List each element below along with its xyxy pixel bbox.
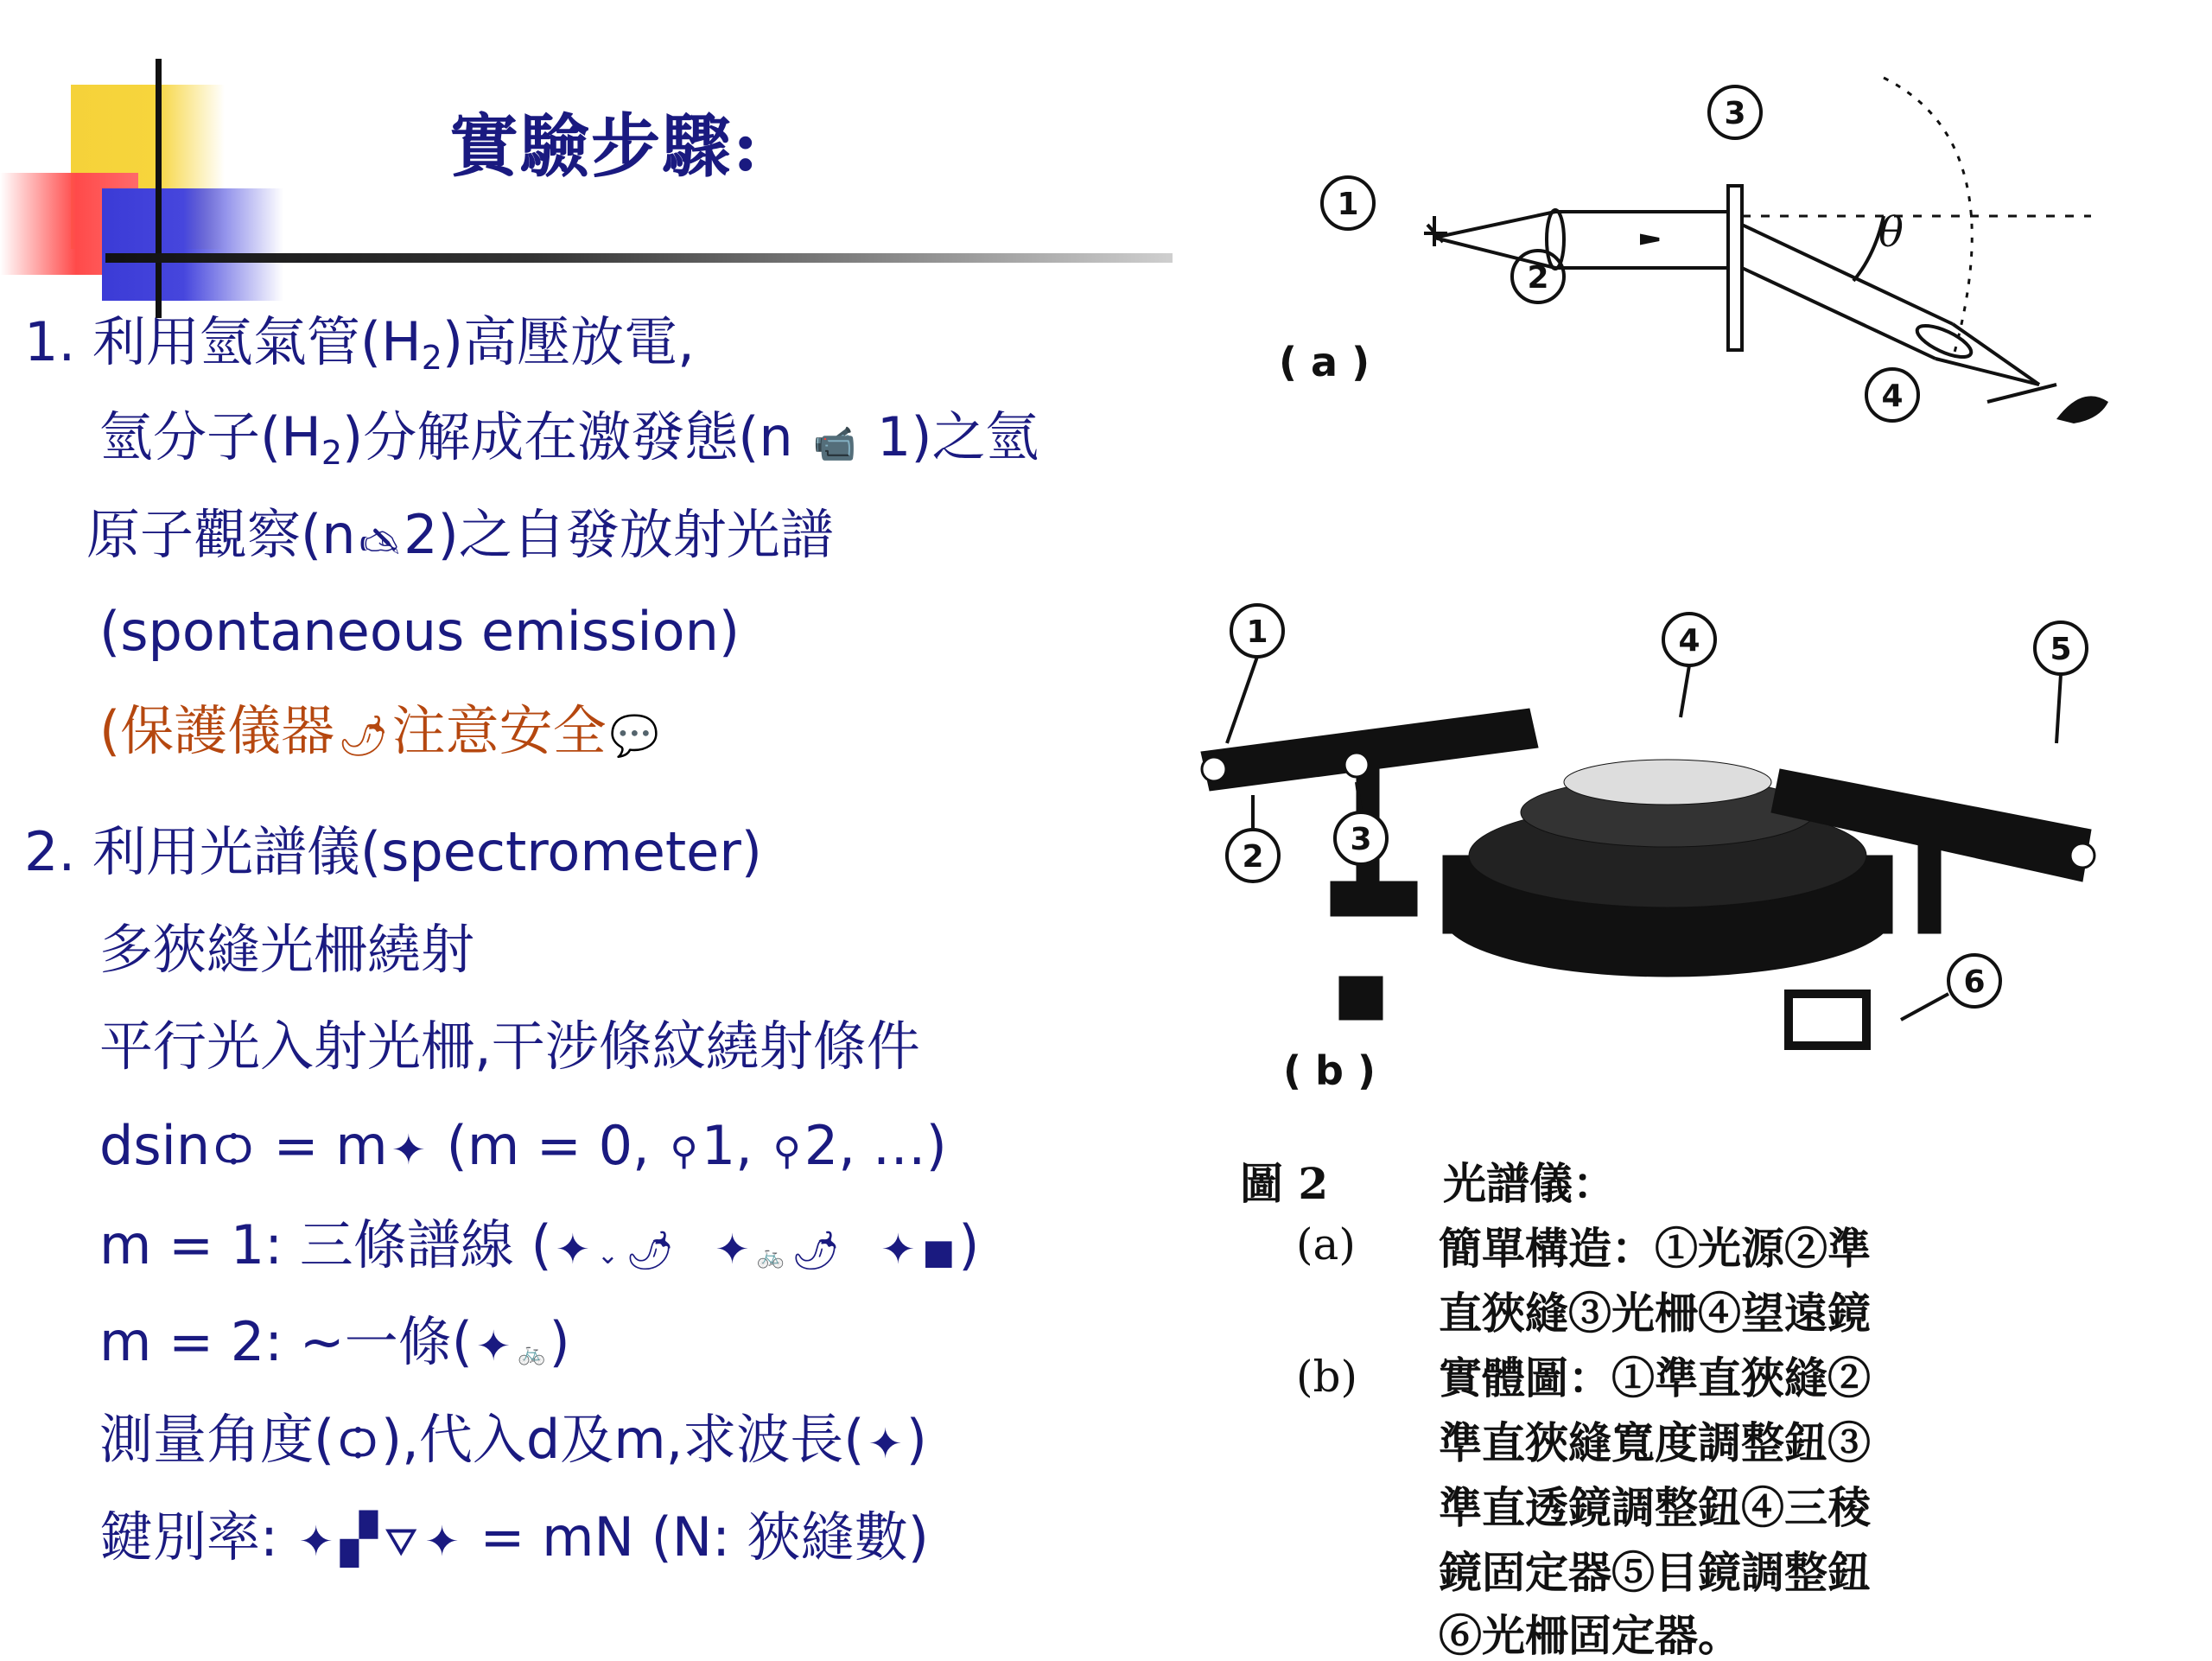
plus-minus-symbol: ⚲ [772,1130,801,1174]
bicycle-icon: 🚲 [518,1340,546,1366]
lambda-symbol: ✦ [298,1518,334,1566]
text: (m = 0, [429,1114,667,1177]
text: 氫分子(H [99,405,321,468]
marker-4: 4 [1678,623,1700,659]
text: )高壓放電, [442,310,695,373]
spectrometer-photo-b [1184,596,2134,1098]
theta-symbol: Ѻ [213,1126,253,1174]
caption-b-line-2: 準直狹縫寬度調整鈕③ [1439,1417,1871,1468]
subscript-symbol: ⌄ [596,1240,620,1270]
caption-b-line-1: 實體圖：①準直狹縫② [1439,1352,1871,1403]
caption-a-tag: (a) [1296,1219,1356,1270]
safety-note [99,699,663,762]
text: m = 1: 三條譜線 ( [99,1213,552,1276]
text: 利用光譜儀(spectrometer) [92,820,762,883]
square-symbol: ■ [922,1232,956,1272]
marker-1: 1 [1246,614,1268,650]
caption-a-line-2: 直狹縫③光柵④望遠鏡 [1439,1288,1871,1339]
step-number: 2. [24,820,76,883]
lambda-symbol: ✦ [880,1225,916,1274]
hand-icon: 🖎 [359,522,401,562]
subscript: 2 [421,339,442,377]
measure-line [99,1408,927,1471]
slash-symbol: ▞ [340,1511,378,1568]
order-1-lines [99,1213,980,1276]
step-2-line-3 [99,1015,920,1078]
diagram-b-label: ( b ) [1283,1047,1376,1094]
text: ) [549,1310,570,1373]
marker-2: 2 [1527,260,1549,296]
subscript: 2 [321,434,342,472]
order-2-line [99,1310,570,1373]
delta-symbol: ⛛ [384,1518,418,1565]
caption-b-line-5: ⑥光柵固定器。 [1439,1610,1741,1661]
grating-equation [99,1114,947,1177]
text: ),代入d及m,求波長( [380,1408,865,1471]
text: = m [256,1114,388,1177]
marker-6: 6 [1963,964,1986,1000]
text: 多狹縫光柵繞射 [99,918,475,981]
text: = mN (N: 狹縫數) [462,1505,929,1569]
lambda-symbol: ✦ [715,1225,750,1274]
text: 原子觀察(n [86,503,356,566]
text: 2)之自發放射光譜 [404,503,834,566]
text: 鍵別率: [99,1505,296,1569]
caption-title: 光譜儀： [1443,1158,1616,1209]
eye-icon [2056,396,2108,423]
caption-fig-number: 圖 2 [1240,1158,1329,1209]
text: ) [906,1408,927,1471]
text: (保護儀器 [99,699,335,762]
pepper-icon: 🌶 [626,1229,674,1273]
text: ) [958,1213,980,1276]
text: dsin [99,1114,211,1177]
decor-vertical-line [156,59,162,318]
step-1-line-3 [86,503,834,566]
step-1-line-4 [99,600,741,663]
slide-title: 實驗步驟: [449,105,760,187]
text: 測量角度( [99,1408,335,1471]
bicycle-icon: 🚲 [756,1244,785,1270]
caption-b-line-3: 準直透鏡調整鈕④三稜 [1439,1482,1871,1533]
text: 利用氫氣管(H [92,310,422,373]
text: 2, …) [804,1114,947,1177]
resolving-power-line [99,1505,929,1569]
step-2-line [24,820,762,883]
spectrometer-schematic-a [1279,73,2143,445]
marker-4: 4 [1881,379,1904,414]
diagram-a-label: ( a ) [1279,339,1370,385]
caption-b-line-4: 鏡固定器⑤目鏡調整鈕 [1439,1547,1871,1598]
text: 注意安全 [391,699,607,762]
text: 1)之氫 [860,405,1039,468]
caption-b-tag: (b) [1296,1352,1358,1402]
text: )分解成在激發態(n [342,405,810,468]
pepper-icon: 🌶 [791,1229,840,1273]
decor-blue-square [102,188,283,301]
text: 1, [701,1114,770,1177]
text: (spontaneous emission) [99,600,741,663]
lambda-symbol: ✦ [391,1126,426,1174]
speech-bubble-icon: 💬 [609,712,659,759]
marker-3: 3 [1350,822,1372,857]
lambda-symbol: ✦ [424,1518,460,1566]
step-1-line [24,310,695,377]
plus-minus-symbol: ⚲ [670,1130,698,1174]
step-number: 1. [24,310,76,373]
lambda-symbol: ✦ [555,1225,590,1274]
step-2-line-2 [99,918,475,981]
pepper-icon: 🌶 [338,712,389,759]
text: m = 2: ~一條( [99,1310,473,1373]
marker-5: 5 [2050,632,2072,667]
caption-a-line-1: 簡單構造：①光源②準 [1439,1223,1871,1274]
marker-2: 2 [1242,839,1264,875]
theta-label: θ [1878,208,1904,257]
step-1-line-2 [99,405,1039,472]
lambda-symbol: ✦ [475,1322,512,1371]
marker-3: 3 [1724,96,1746,131]
title-underline [105,253,1173,263]
marker-1: 1 [1337,187,1359,222]
camera-icon: 📹 [813,424,857,464]
text: 平行光入射光柵,干涉條紋繞射條件 [99,1015,920,1078]
theta-symbol: Ѻ [338,1420,378,1468]
lambda-symbol: ✦ [868,1420,903,1468]
